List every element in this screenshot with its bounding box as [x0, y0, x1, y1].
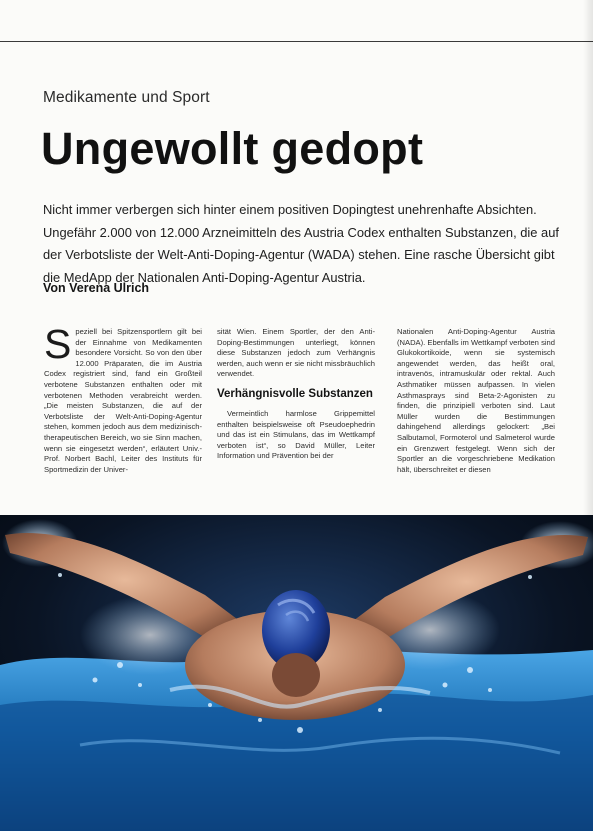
body-paragraph: peziell bei Spitzensportlern gilt bei der Einnahme von Medikamenten besondere Vorsicht. So von den über 12.000 Präparaten, die im Austria Codex registriert sind, fand ein Großteil verbotene Substanzen enthalten oder mit verbotenen Methoden verabreicht werden. „Die meisten Substanzen, die auf der Verbotsliste der Welt-Anti-Doping-Agentur stehen, kommen jedoch aus dem medizinisch-therapeutischen Bereich, wo sie Sinn machen, wenn sie eingesetzt werden“, erläutert Univ.-Prof. Norbert Bachl, Leiter des Instituts für Sportmedizin der Univer- — [44, 327, 202, 474]
header-rule — [0, 41, 593, 42]
body-paragraph: Vermeintlich harmlose Grippemittel enthalten beispielsweise oft Pseudoephedrin und das ist ein Stimulans, das im Wettkampf verboten ist“, so David Müller, Leiter Information und Prävention bei der — [217, 408, 375, 461]
article-lead: Nicht immer verbergen sich hinter einem positiven Dopingtest unehrenhafte Absichten. Ungefähr 2.000 von 12.000 Arzneimitteln des Austria Codex enthalten Substanzen, die auf der Verbotsliste der Welt-Anti-Doping-Agentur (WADA) stehen. Eine rasche Übersicht gibt die MedApp der Nationalen Anti-Doping-Agentur Austria. — [43, 202, 559, 285]
article-byline: Von Verena Ulrich — [43, 281, 150, 295]
body-column-3 — [397, 327, 555, 502]
body-column-2 — [217, 327, 375, 502]
drop-cap: S — [44, 327, 72, 367]
swimmer-photo — [0, 515, 593, 831]
body-column-1 — [44, 327, 202, 502]
section-kicker: Medikamente und Sport — [43, 89, 210, 106]
body-paragraph: sität Wien. Einem Sportler, der den Anti-Doping-Bestimmungen unterliegt, können diese Substanzen jedoch zum Verhängnis werden, auch wenn er sie nicht missbräuchlich verwendet. — [217, 327, 375, 379]
body-paragraph: Nationalen Anti-Doping-Agentur Austria (NADA). Ebenfalls im Wettkampf verboten sind Glukokortikoide, wenn sie systemisch angewendet werden, das heißt oral, intravenös, intramuskulär oder rektal. Auch Asthmatiker müssen aufpassen. In vielen Asthmasprays sind Beta-2-Agonisten zu finden, die prinzipiell verboten sind. Laut Müller wurden die Bestimmungen dahingehend allerdings gelockert: „Bei Salbutamol, Formoterol und Salmeterol wurde ein Grenzwert festgelegt. Wenn sich der Sportler an die vorgeschriebene Medikation hält, überschreitet er diesen — [397, 327, 555, 474]
article-title: Ungewollt gedopt — [41, 123, 424, 174]
section-subheading: Verhängnisvolle Substanzen — [217, 387, 373, 400]
